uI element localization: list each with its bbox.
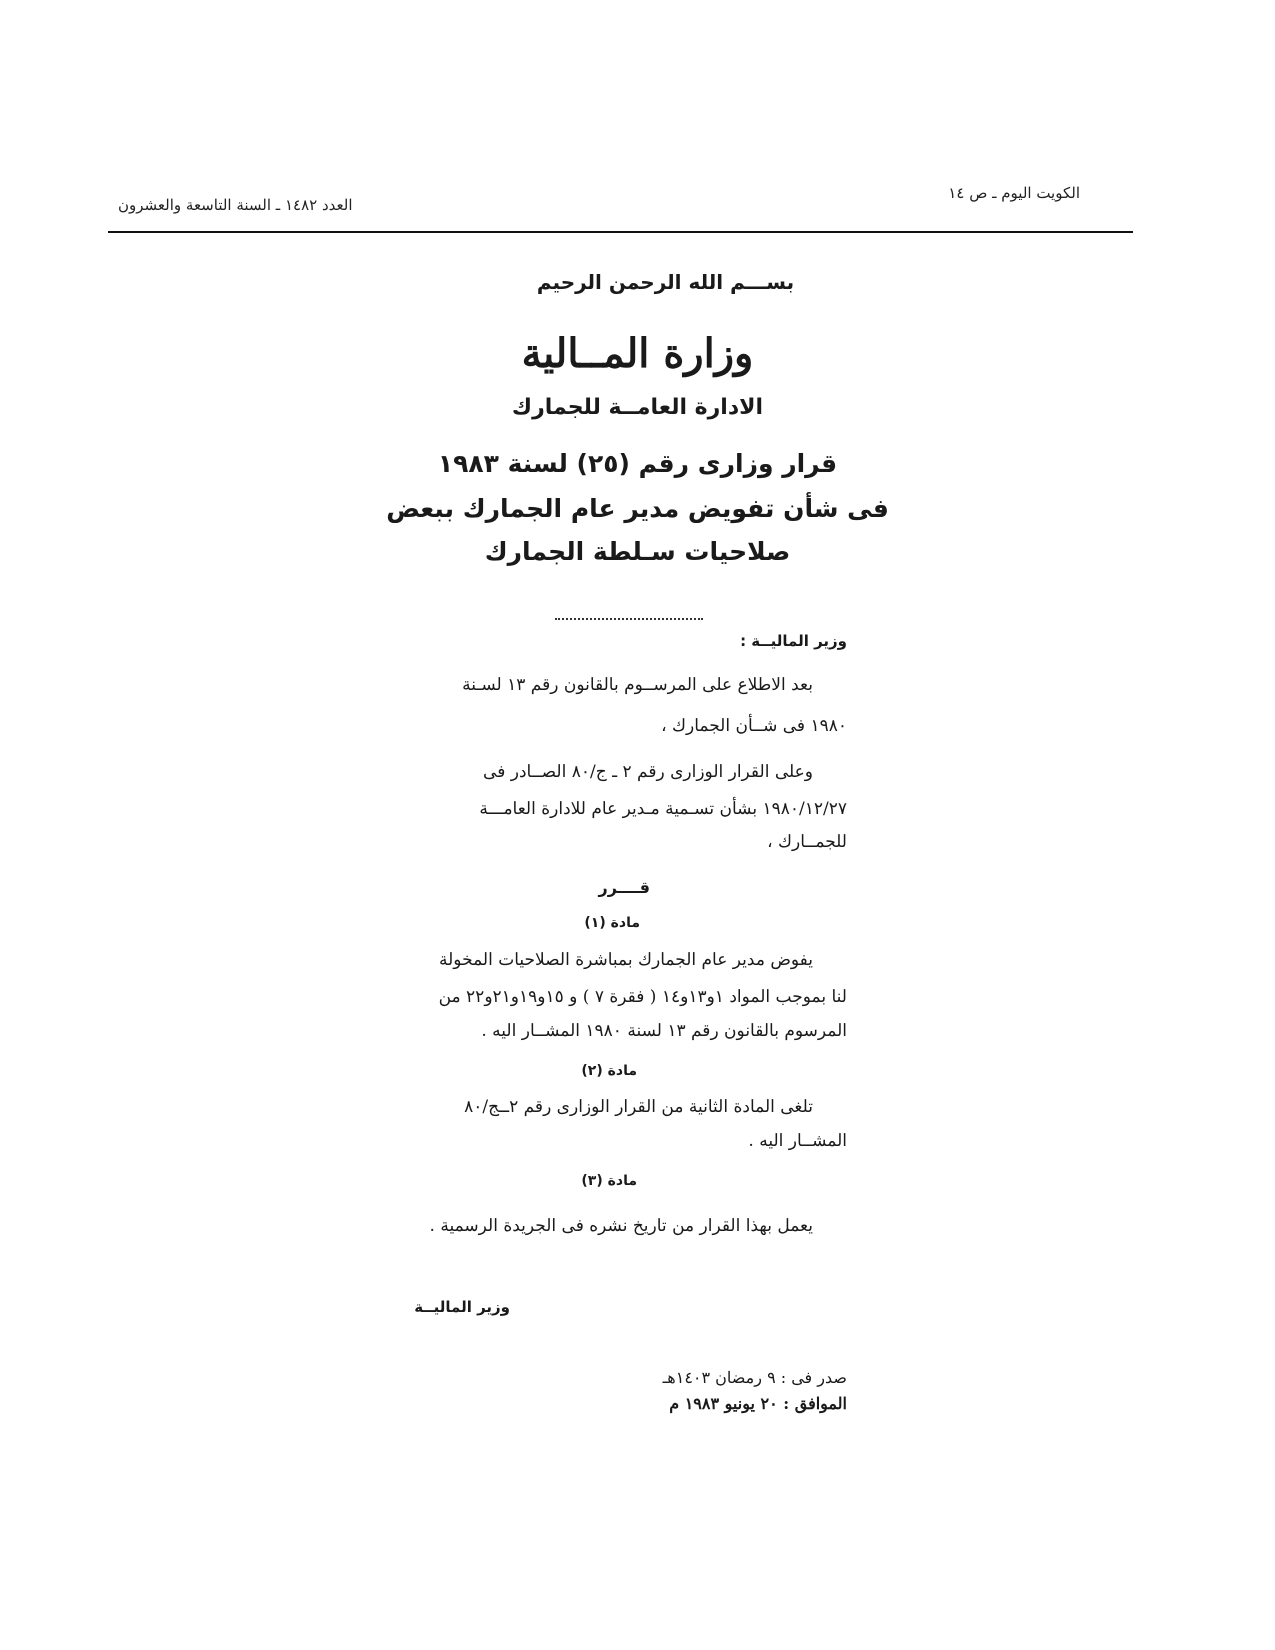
article-1-line3: المرسوم بالقانون رقم ١٣ لسنة ١٩٨٠ المشــار اليه . [481,1021,847,1041]
article-3-line1: يعمل بهذا القرار من تاريخ نشره فى الجريدة الرسمية . [429,1216,813,1236]
ministry-title: وزارة المــالية [521,330,754,377]
decision-title: قرار وزارى رقم (٢٥) لسنة ١٩٨٣ [437,449,838,478]
header-issue: العدد ١٤٨٢ ـ السنة التاسعة والعشرون [118,196,353,214]
preamble-para2-line2: ١٩٨٠/١٢/٢٧ بشأن تسـمية مـدير عام للادارة العامـــة [479,799,847,819]
article-1-title: مادة (١) [584,915,640,931]
article-3-title: مادة (٣) [581,1173,637,1189]
issued-gregorian-date: الموافق : ٢٠ يونيو ١٩٨٣ م [669,1394,847,1413]
article-1-line1: يفوض مدير عام الجمارك بمباشرة الصلاحيات المخولة [439,950,813,970]
addressee-label: وزير الماليــة : [740,632,847,650]
preamble-para2-line3: للجمــارك ، [767,832,847,852]
article-2-title: مادة (٢) [581,1063,637,1079]
signature-title: وزير الماليــة [414,1298,510,1316]
decorative-divider [555,618,703,620]
header-rule [108,231,1133,233]
article-1-line2: لنا بموجب المواد ١و١٣و١٤ ( فقرة ٧ ) و ١٥و١٩و٢١و٢٢ من [438,987,847,1007]
subject-line-1: فى شأن تفويض مدير عام الجمارك ببعض [386,494,889,523]
preamble-para2-line1: وعلى القرار الوزارى رقم ٢ ـ ج/٨٠ الصــادر فى [483,762,813,782]
basmala: بســـم الله الرحمن الرحيم [536,270,795,294]
article-2-line1: تلغى المادة الثانية من القرار الوزارى رقم ٢ــج/٨٠ [464,1097,813,1117]
header-publication: الكويت اليوم ـ ص ١٤ [948,184,1080,202]
subject-line-2: صلاحيات سـلطة الجمارك [484,537,791,566]
preamble-para1-line1: بعد الاطلاع على المرســوم بالقانون رقم ١٣ لسـنة [462,675,813,695]
resolved-heading: قــــرر [598,878,650,897]
preamble-para1-line2: ١٩٨٠ فى شــأن الجمارك ، [661,716,847,736]
issued-hijri-date: صدر فى : ٩ رمضان ١٤٠٣هـ [662,1368,847,1387]
article-2-line2: المشــار اليه . [748,1131,847,1151]
department-title: الادارة العامــة للجمارك [511,395,764,420]
